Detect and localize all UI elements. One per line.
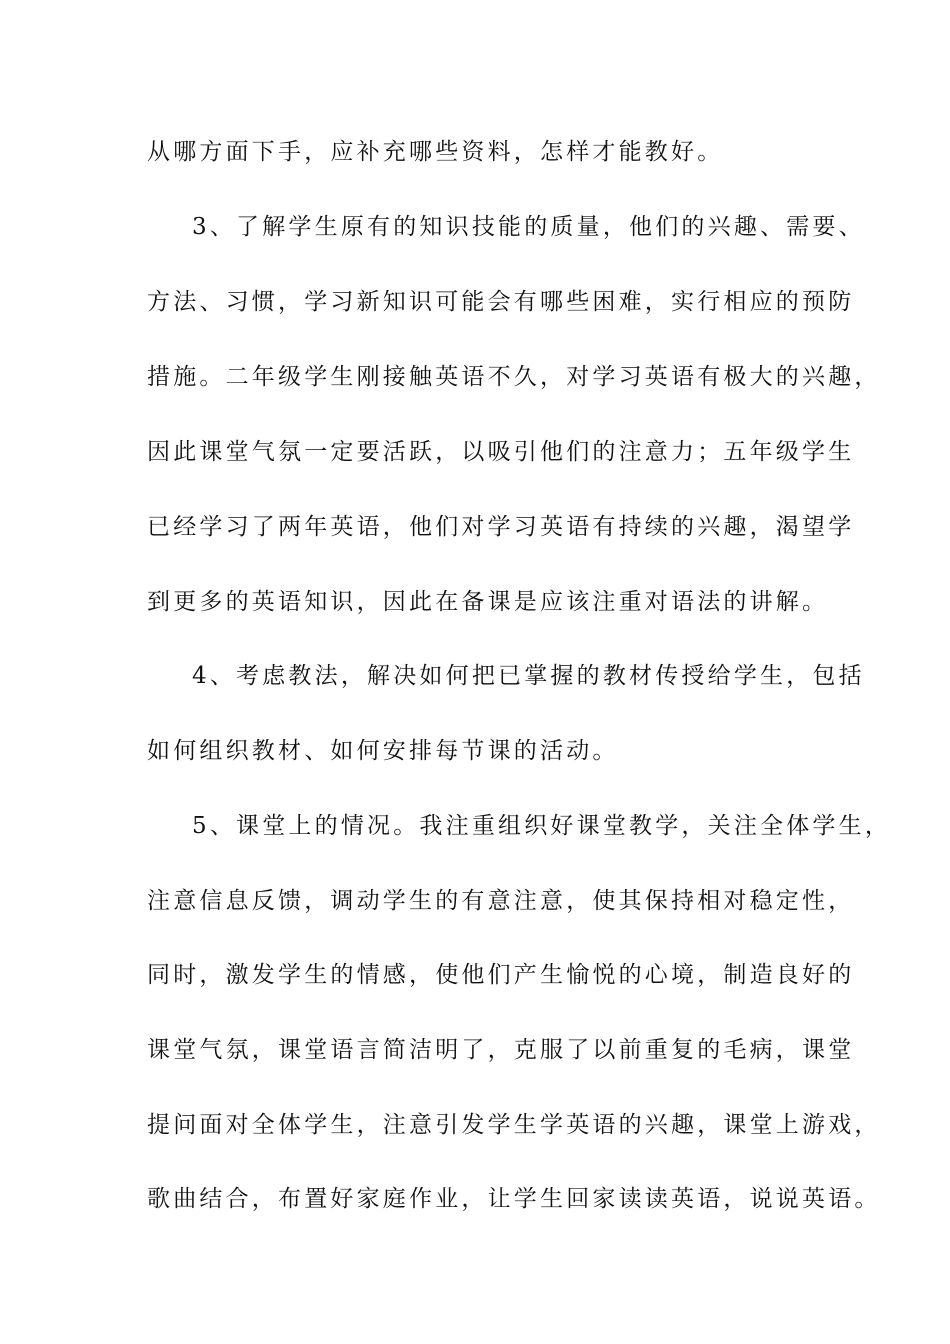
text-line: 3、了解学生原有的知识技能的质量，他们的兴趣、需要、 [192, 214, 865, 240]
text-line: 4、考虑教法，解决如何把已掌握的教材传授给学生，包括 [192, 663, 865, 689]
text-line: 同时，激发学生的情感，使他们产生愉悦的心境，制造良好的 [147, 962, 855, 988]
text-line: 已经学习了两年英语，他们对学习英语有持续的兴趣，渴望学 [147, 514, 855, 540]
text-line: 5、课堂上的情况。我注重组织好课堂教学，关注全体学生， [192, 813, 892, 839]
text-line: 从哪方面下手，应补充哪些资料，怎样才能教好。 [147, 139, 724, 165]
text-line: 提问面对全体学生，注意引发学生学英语的兴趣，课堂上游戏， [147, 1112, 881, 1138]
text-line: 歌曲结合，布置好家庭作业，让学生回家读读英语，说说英语。 [147, 1186, 881, 1212]
text-line: 因此课堂气氛一定要活跃，以吸引他们的注意力；五年级学生 [147, 439, 855, 465]
text-line: 注意信息反馈，调动学生的有意注意，使其保持相对稳定性， [147, 888, 855, 914]
text-line: 措施。二年级学生刚接触英语不久，对学习英语有极大的兴趣， [147, 364, 881, 390]
text-line: 课堂气氛，课堂语言简洁明了，克服了以前重复的毛病，课堂 [147, 1037, 855, 1063]
text-line: 如何组织教材、如何安排每节课的活动。 [147, 738, 619, 764]
text-line: 方法、习惯，学习新知识可能会有哪些困难，实行相应的预防 [147, 289, 855, 315]
text-line: 到更多的英语知识，因此在备课是应该注重对语法的讲解。 [147, 589, 829, 615]
